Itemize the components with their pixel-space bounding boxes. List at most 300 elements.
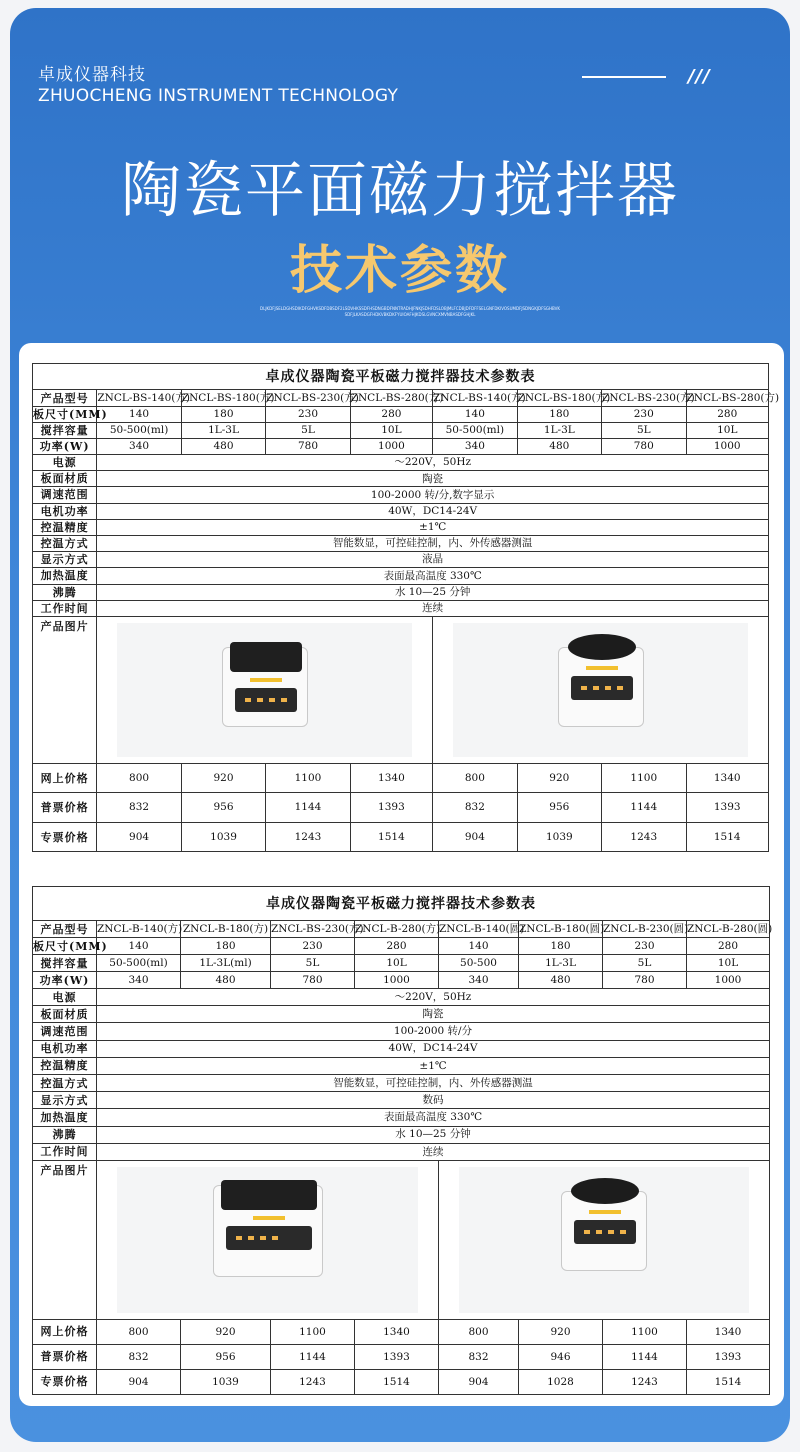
spec-row <box>33 423 769 439</box>
row-label <box>33 938 108 955</box>
stirrer-device <box>561 1191 647 1271</box>
model-cell-text: ZNCL-B-230(圆) <box>603 922 689 935</box>
row-label-text: 网上价格 <box>40 1325 89 1339</box>
price-cell-text: 1028 <box>547 1375 574 1388</box>
price-cell <box>355 1369 439 1394</box>
spec-cell <box>439 938 519 955</box>
row-label <box>33 600 97 616</box>
row-label <box>33 503 97 519</box>
table-title-text: 卓成仪器陶瓷平板磁力搅拌器技术参数表 <box>265 368 536 385</box>
row-label-text: 搅拌容量 <box>40 424 89 437</box>
row-label <box>33 921 97 938</box>
row-label-text: 电机功率 <box>40 1042 89 1056</box>
spec-cell-text: 140 <box>128 939 149 952</box>
spec-cell <box>355 955 439 972</box>
control-button-icon <box>608 1230 614 1234</box>
shared-value <box>97 1143 770 1160</box>
control-button-icon <box>584 1230 590 1234</box>
row-label-text: 控温精度 <box>40 520 89 534</box>
model-cell-text: ZNCL-BS-180(方) <box>181 391 275 404</box>
spec-cell <box>439 972 519 989</box>
spec-cell <box>355 938 439 955</box>
spec-cell-text: 1L-3L <box>545 956 576 969</box>
shared-value-text: 陶瓷 <box>422 472 444 485</box>
spec-cell <box>350 439 432 455</box>
price-cell <box>181 1319 271 1344</box>
price-cell <box>686 822 769 852</box>
shared-value-text: 100-2000 转/分 <box>393 1025 473 1038</box>
spec-cell-text: 10L <box>717 956 739 969</box>
spec-cell <box>602 407 686 423</box>
shared-value-text: 数码 <box>422 1093 444 1106</box>
spec-cell <box>97 423 181 439</box>
model-cell <box>433 390 526 407</box>
spec-cell <box>519 972 603 989</box>
table-title-row <box>33 887 770 921</box>
spec-cell-text: 10L <box>381 424 402 437</box>
row-label <box>33 535 97 551</box>
spec-cell <box>271 938 355 955</box>
decorative-slashes: /// <box>688 66 711 87</box>
control-button-icon <box>620 1230 626 1234</box>
spec-cell-text: 180 <box>215 939 236 952</box>
price-cell <box>439 1369 519 1394</box>
shared-value <box>97 487 769 503</box>
spec-cell <box>602 439 686 455</box>
shared-spec-row <box>33 1040 770 1057</box>
model-cell-text: ZNCL-BS-140(方) <box>97 391 190 404</box>
row-label <box>33 455 97 471</box>
row-label <box>33 439 97 455</box>
price-cell <box>519 1319 603 1344</box>
spec-cell-text: 230 <box>297 408 318 421</box>
price-cell <box>686 763 769 793</box>
model-cell <box>355 921 439 938</box>
price-cell-text: 920 <box>550 1325 571 1338</box>
price-cell-text: 1243 <box>294 830 322 843</box>
spec-cell <box>687 972 770 989</box>
shared-spec-row <box>33 1006 770 1023</box>
spec-row <box>33 938 770 955</box>
control-button-icon <box>272 1236 278 1240</box>
price-cell <box>97 822 181 852</box>
shared-value <box>97 600 769 616</box>
spec-cell-text: 480 <box>549 440 570 453</box>
price-cell-text: 1514 <box>713 830 741 843</box>
table-title <box>33 364 769 390</box>
spec-cell-text: 280 <box>717 939 739 952</box>
price-cell-text: 1340 <box>378 771 405 784</box>
price-cell <box>603 1319 687 1344</box>
price-cell-text: 1393 <box>713 801 741 814</box>
spec-cell <box>433 439 517 455</box>
spec-cell <box>517 423 601 439</box>
decorative-line <box>582 76 666 78</box>
price-cell-text: 800 <box>464 771 485 784</box>
model-cell-text: ZNCL-B-140(方) <box>97 922 183 935</box>
price-cell <box>687 1369 770 1394</box>
picture-row <box>33 1160 770 1319</box>
model-cell-text: ZNCL-B-180(圆) <box>519 922 605 935</box>
row-label-text: 显示方式 <box>40 1093 89 1107</box>
spec-cell-text: 50-500 <box>460 956 497 969</box>
shared-value <box>97 1023 770 1040</box>
row-label-text: 专票价格 <box>40 830 89 844</box>
price-cell-text: 832 <box>468 1350 489 1363</box>
model-cell <box>603 921 687 938</box>
price-cell-text: 1514 <box>383 1375 410 1388</box>
model-cell-text: ZNCL-BS-140(方) <box>433 391 526 404</box>
product-picture-cell <box>433 616 769 763</box>
shared-value <box>97 1109 770 1126</box>
model-cell-text: ZNCL-BS-230(方) <box>602 391 695 404</box>
spec-cell <box>97 938 181 955</box>
price-cell-text: 956 <box>549 801 570 814</box>
price-cell-text: 1514 <box>378 830 405 843</box>
price-cell-text: 1144 <box>299 1350 326 1363</box>
price-cell <box>271 1344 355 1369</box>
spec-row <box>33 955 770 972</box>
row-label-text: 调速范围 <box>40 488 89 502</box>
model-cell <box>686 390 780 407</box>
shared-spec-row <box>33 487 769 503</box>
row-label <box>33 1040 97 1057</box>
price-row <box>33 793 769 823</box>
row-label-text: 板面材质 <box>40 472 89 486</box>
control-panel-icon <box>235 688 297 712</box>
spec-cell-text: 280 <box>381 408 402 421</box>
spec-cell-text: 1L-3L <box>208 424 239 437</box>
price-cell <box>519 1369 603 1394</box>
price-cell-text: 1144 <box>631 1350 658 1363</box>
spec-cell <box>517 407 601 423</box>
price-row <box>33 822 769 852</box>
model-row <box>33 390 769 407</box>
row-label <box>33 1319 97 1344</box>
picture-row <box>33 616 769 763</box>
price-row <box>33 1369 770 1394</box>
spec-cell <box>266 423 350 439</box>
price-cell <box>687 1319 770 1344</box>
row-label <box>33 552 97 568</box>
price-cell <box>602 763 686 793</box>
spec-cell-text: 1L-3L <box>543 424 575 437</box>
spec-cell <box>97 955 181 972</box>
shared-value-text: 连续 <box>422 602 444 615</box>
row-label <box>33 471 97 487</box>
spec-cell <box>350 423 432 439</box>
page-title: 陶瓷平面磁力搅拌器 <box>121 156 679 226</box>
model-cell <box>181 921 271 938</box>
control-button-icon <box>245 698 251 702</box>
spec-cell <box>603 955 687 972</box>
row-label-text: 工作时间 <box>40 1145 89 1159</box>
price-cell <box>433 763 517 793</box>
price-cell-text: 956 <box>215 1350 236 1363</box>
spec-cell <box>603 938 687 955</box>
spec-cell <box>686 439 769 455</box>
row-label <box>33 519 97 535</box>
shared-value <box>97 568 769 584</box>
spec-cell-text: 230 <box>634 939 655 952</box>
price-cell <box>439 1344 519 1369</box>
row-label-text: 网上价格 <box>40 771 89 785</box>
spec-row <box>33 972 770 989</box>
spec-cell-text: 140 <box>129 408 150 421</box>
row-label <box>33 763 97 793</box>
model-cell-text: ZNCL-BS-180(方) <box>517 391 611 404</box>
price-cell-text: 1514 <box>714 1375 742 1388</box>
control-button-icon <box>260 1236 266 1240</box>
table-title <box>33 887 770 921</box>
product-photo <box>433 617 768 763</box>
price-cell <box>266 763 350 793</box>
row-label <box>33 1109 97 1126</box>
spec-cell <box>266 439 350 455</box>
table-title-row <box>33 364 769 390</box>
shared-spec-row <box>33 1126 770 1143</box>
price-cell-text: 800 <box>468 1325 489 1338</box>
label-stripe <box>589 1210 621 1214</box>
row-label-text: 沸腾 <box>52 1128 77 1142</box>
spec-cell <box>271 972 355 989</box>
price-cell-text: 1243 <box>299 1375 326 1388</box>
product-picture-cell <box>97 616 433 763</box>
shared-value <box>97 503 769 519</box>
product-picture-cell <box>439 1160 770 1319</box>
row-label-text: 产品图片 <box>40 1163 89 1177</box>
shared-spec-row <box>33 989 770 1006</box>
price-cell-text: 1100 <box>630 771 658 784</box>
control-button-icon <box>605 686 611 690</box>
price-cell-text: 904 <box>129 830 150 843</box>
spec-cell-text: 1000 <box>713 440 741 453</box>
model-cell <box>687 921 773 938</box>
row-label-text: 电源 <box>52 456 77 470</box>
shared-spec-row <box>33 584 769 600</box>
spec-cell <box>687 955 770 972</box>
price-cell <box>181 1344 271 1369</box>
row-label-text: 沸腾 <box>52 585 77 599</box>
model-cell <box>97 390 190 407</box>
spec-row <box>33 407 769 423</box>
price-cell-text: 904 <box>468 1375 489 1388</box>
spec-cell-text: 480 <box>550 973 571 986</box>
row-label-text: 产品型号 <box>40 391 89 405</box>
row-label <box>33 793 97 823</box>
price-cell-text: 1340 <box>383 1325 410 1338</box>
spec-cell <box>350 407 432 423</box>
price-cell-text: 946 <box>550 1350 571 1363</box>
shared-value <box>97 584 769 600</box>
row-label <box>33 1143 97 1160</box>
shared-spec-row <box>33 1109 770 1126</box>
model-cell <box>439 921 525 938</box>
row-label-text: 功率(W) <box>39 973 90 987</box>
row-label <box>33 1006 97 1023</box>
square-plate-icon <box>230 642 302 672</box>
shared-value <box>97 471 769 487</box>
spec-cell-text: 1000 <box>378 440 405 453</box>
row-label <box>33 1092 97 1109</box>
row-label-text: 板尺寸(MM) <box>33 408 108 421</box>
model-cell <box>602 390 695 407</box>
price-row <box>33 1344 770 1369</box>
model-cell-text: ZNCL-B-140(圆) <box>439 922 525 935</box>
brand-name-en: ZHUOCHENG INSTRUMENT TECHNOLOGY <box>38 86 399 106</box>
row-label <box>33 568 97 584</box>
row-label-text: 工作时间 <box>40 601 89 615</box>
row-label-text: 控温方式 <box>40 1076 89 1090</box>
price-cell-text: 1393 <box>378 801 405 814</box>
shared-value-text: 100-2000 转/分,数字显示 <box>370 488 495 501</box>
row-label <box>33 1160 97 1319</box>
model-row <box>33 921 770 938</box>
price-cell-text: 920 <box>215 1325 236 1338</box>
spec-cell-text: 5L <box>305 956 320 969</box>
row-label-text: 控温精度 <box>40 1059 89 1073</box>
price-cell <box>350 822 432 852</box>
spec-cell-text: 10L <box>717 424 738 437</box>
spec-cell-text: 780 <box>297 440 318 453</box>
row-label-text: 板尺寸(MM) <box>33 939 108 953</box>
control-panel-icon <box>226 1226 312 1250</box>
spec-cell-text: 780 <box>633 440 654 453</box>
shared-value-text: 表面最高温度 330℃ <box>383 569 482 582</box>
control-button-icon <box>617 686 623 690</box>
shared-value <box>97 552 769 568</box>
row-label <box>33 972 97 989</box>
shared-value-text: 连续 <box>422 1145 444 1158</box>
model-cell <box>517 390 611 407</box>
spec-cell-text: 1000 <box>714 973 742 986</box>
price-cell-text: 1340 <box>714 1325 742 1338</box>
price-cell <box>687 1344 770 1369</box>
spec-cell-text: 230 <box>302 939 323 952</box>
price-cell-text: 1393 <box>714 1350 742 1363</box>
row-label <box>33 1057 97 1074</box>
spec-cell-text: 230 <box>633 408 654 421</box>
spec-cell-text: 480 <box>213 440 234 453</box>
spec-cell-text: 180 <box>213 408 234 421</box>
price-cell <box>181 1369 271 1394</box>
control-panel-icon <box>571 676 633 700</box>
row-label-text: 产品型号 <box>40 922 89 936</box>
model-cell <box>350 390 444 407</box>
model-cell-text: ZNCL-BS-280(方) <box>350 391 444 404</box>
row-label <box>33 1023 97 1040</box>
spec-cell <box>433 407 517 423</box>
price-cell-text: 1243 <box>631 1375 658 1388</box>
row-label-text: 电机功率 <box>40 504 89 518</box>
price-cell-text: 1039 <box>212 1375 239 1388</box>
row-label <box>33 390 97 407</box>
price-cell <box>517 763 601 793</box>
row-label <box>33 487 97 503</box>
stirrer-device <box>222 647 308 727</box>
price-cell-text: 904 <box>464 830 485 843</box>
product-photo <box>97 617 432 763</box>
shared-value-text: 水 10—25 分钟 <box>394 585 471 598</box>
price-cell-text: 1100 <box>294 771 322 784</box>
row-label-text: 搅拌容量 <box>40 956 89 970</box>
row-label-text: 加热温度 <box>40 569 89 583</box>
price-cell-text: 1243 <box>630 830 658 843</box>
spec-cell-text: 1000 <box>383 973 410 986</box>
product-photo <box>97 1161 438 1319</box>
row-label <box>33 989 97 1006</box>
control-button-icon <box>257 698 263 702</box>
shared-value <box>97 1092 770 1109</box>
shared-spec-row <box>33 519 769 535</box>
price-cell-text: 1340 <box>713 771 741 784</box>
spec-cell-text: 50-500(ml) <box>109 424 169 437</box>
spec-cell <box>266 407 350 423</box>
row-label <box>33 616 97 763</box>
price-cell-text: 832 <box>464 801 485 814</box>
control-button-icon <box>593 686 599 690</box>
label-stripe <box>250 678 282 682</box>
row-label <box>33 1344 97 1369</box>
brand-name-cn: 卓成仪器科技 <box>38 65 146 85</box>
shared-value-text: 40W，DC14-24V <box>388 504 478 517</box>
shared-spec-row <box>33 1057 770 1074</box>
price-cell <box>181 763 265 793</box>
control-button-icon <box>236 1236 242 1240</box>
control-button-icon <box>269 698 275 702</box>
product-photo <box>439 1161 769 1319</box>
model-cell-text: ZNCL-B-180(方) <box>182 922 269 935</box>
spec-cell-text: 1L-3L(ml) <box>199 956 252 969</box>
spec-cell <box>97 972 181 989</box>
shared-value <box>97 455 769 471</box>
shared-value-text: 智能数显，可控硅控制，内、外传感器测温 <box>333 1076 533 1089</box>
spec-cell <box>271 955 355 972</box>
model-cell <box>97 921 181 938</box>
row-label-text: 普票价格 <box>40 1350 89 1364</box>
control-button-icon <box>581 686 587 690</box>
round-plate-icon <box>568 634 636 660</box>
spec-cell-text: 180 <box>550 939 571 952</box>
stirrer-device <box>558 647 644 727</box>
shared-spec-row <box>33 1023 770 1040</box>
price-cell-text: 1039 <box>545 830 573 843</box>
spec-cell <box>181 423 265 439</box>
shared-spec-row <box>33 1143 770 1160</box>
row-label-text: 功率(W) <box>39 440 90 453</box>
price-cell <box>350 763 432 793</box>
spec-cell-text: 180 <box>549 408 570 421</box>
row-label-text: 加热温度 <box>40 1110 89 1124</box>
price-cell-text: 1144 <box>294 801 322 814</box>
shared-value <box>97 535 769 551</box>
price-cell-text: 800 <box>129 771 150 784</box>
model-cell <box>271 921 364 938</box>
label-stripe <box>586 666 618 670</box>
control-button-icon <box>281 698 287 702</box>
row-label-text: 电源 <box>52 990 77 1004</box>
price-cell <box>686 793 769 823</box>
price-cell <box>355 1319 439 1344</box>
spec-cell <box>181 972 271 989</box>
price-cell <box>603 1344 687 1369</box>
price-row <box>33 1319 770 1344</box>
row-label <box>33 1126 97 1143</box>
shared-spec-row <box>33 503 769 519</box>
spec-cell <box>433 423 517 439</box>
price-cell-text: 920 <box>549 771 570 784</box>
price-cell-text: 956 <box>213 801 234 814</box>
